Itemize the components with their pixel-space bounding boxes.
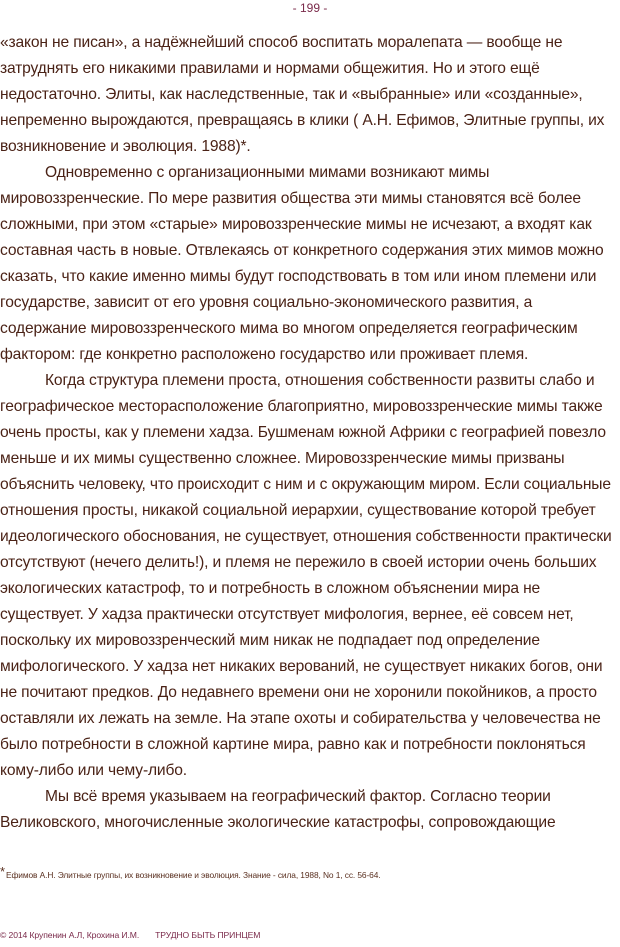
text-line: идеологического обоснования, не существует, отношения собственности практически: [0, 528, 612, 545]
text-line: существует. У хадза практически отсутствует мифология, вернее, её совсем нет,: [0, 606, 574, 623]
text-line: не почитают предков. До недавнего времени они не хоронили покойников, а просто: [0, 684, 597, 701]
page-footer: [0, 930, 260, 940]
paragraph-start-line: Когда структура племени проста, отношения собственности развиты слабо и: [45, 372, 595, 389]
text-line: «закон не писан», а надёжнейший способ воспитать моралепата — вообще не: [0, 34, 563, 51]
text-line: очень просты, как у племени хадза. Бушменам южной Африки с географией повезло: [0, 424, 606, 441]
text-line: составная часть в новые. Отвлекаясь от конкретного содержания этих мимов можно: [0, 242, 604, 259]
text-line: государстве, зависит от его уровня социально-экономического развития, а: [0, 294, 533, 311]
footnote-marker: *: [0, 864, 5, 879]
text-line: географическое месторасположение благоприятно, мировоззренческие мимы также: [0, 398, 603, 415]
text-line: отношения просты, никакой социальной иерархии, существование которой требует: [0, 502, 596, 519]
paragraph-start-line: Мы всё время указываем на географический фактор. Согласно теории: [45, 788, 551, 805]
footnote-text: Ефимов А.Н. Элитные группы, их возникновение и эволюция. Знание - сила, 1988, No 1, сс. 56-64.: [5, 870, 381, 880]
paragraph-start-line: Одновременно с организационными мимами возникают мимы: [45, 164, 490, 181]
text-line: сложными, при этом «старые» мировоззренческие мимы не исчезают, а входят как: [0, 216, 592, 233]
text-line: оставляли их лежать на земле. На этапе охоты и собирательства у человечества не: [0, 710, 601, 727]
text-line: объяснить человеку, что происходит с ним и с окружающим миром. Если социальные: [0, 476, 611, 493]
text-line: содержание мировоззренческого мима во многом определяется географическим: [0, 320, 578, 337]
text-line: мифологического. У хадза нет никаких верований, не существует никаких богов, они: [0, 658, 603, 675]
book-title: ТРУДНО БЫТЬ ПРИНЦЕМ: [155, 930, 261, 940]
text-line: сказать, что какие именно мимы будут господствовать в том или ином племени или: [0, 268, 597, 285]
footnote: [0, 864, 381, 880]
text-line: недостаточно. Элиты, как наследственные, так и «выбранные» или «созданные»,: [0, 86, 583, 103]
text-line: Великовского, многочисленные экологические катастрофы, сопровождающие: [0, 814, 556, 831]
text-line: экологических катастроф, то и потребность в сложном объяснении мира не: [0, 580, 541, 597]
document-body: [0, 30, 620, 836]
text-line: непременно вырождаются, превращаясь в клики ( А.Н. Ефимов, Элитные группы, их: [0, 112, 605, 129]
copyright-text: © 2014 Крупенин А.Л, Крохина И.М.: [0, 930, 140, 940]
text-line: возникновение и эволюция. 1988)*.: [0, 138, 251, 155]
page-number: - 199 -: [292, 1, 328, 15]
text-line: мировоззренческие. По мере развития общества эти мимы становятся всё более: [0, 190, 581, 207]
text-line: было потребности в сложной картине мира, равно как и потребности поклоняться: [0, 736, 586, 753]
text-line: затруднять его никакими правилами и нормами общежития. Но и этого ещё: [0, 60, 540, 77]
text-line: меньше и их мимы существенно сложнее. Мировоззренческие мимы призваны: [0, 450, 565, 467]
text-line: кому-либо или чему-либо.: [0, 762, 187, 779]
text-line: отсутствуют (нечего делить!), и племя не пережило в своей истории очень больших: [0, 554, 597, 571]
text-line: фактором: где конкретно расположено государство или проживает племя.: [0, 346, 529, 363]
text-line: поскольку их мировоззренческий мим никак не подпадает под определение: [0, 632, 540, 649]
